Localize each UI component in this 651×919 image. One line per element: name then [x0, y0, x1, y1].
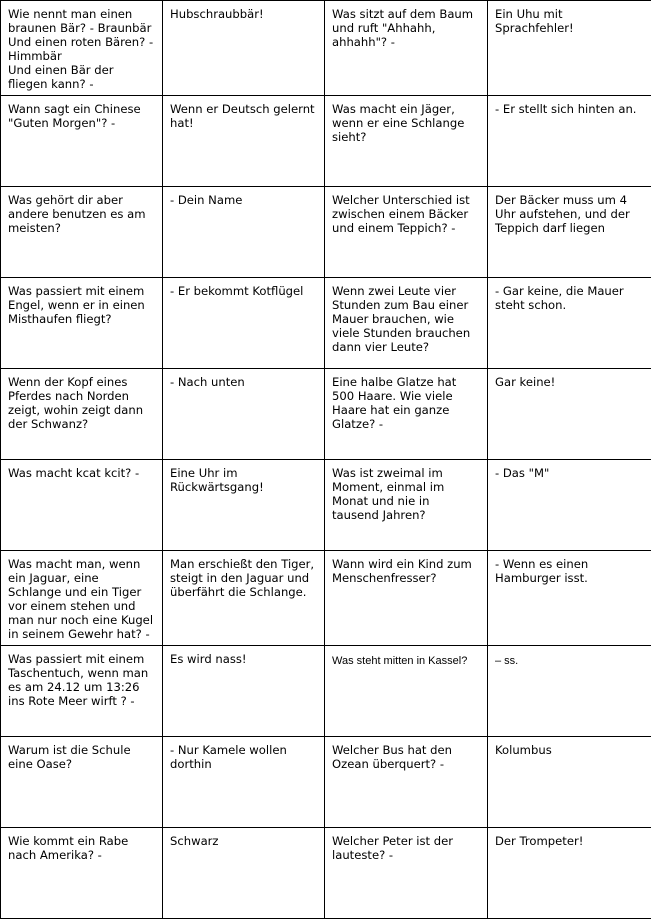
riddle-answer-cell: - Er bekommt Kotflügel: [163, 278, 325, 369]
riddle-question-cell: Was ist zweimal im Moment, einmal im Monat und nie in tausend Jahren?: [325, 460, 488, 551]
riddle-answer-cell: - Wenn es einen Hamburger isst.: [488, 551, 651, 646]
riddle-question-cell: Welcher Bus hat den Ozean überquert? -: [325, 737, 488, 828]
table-row: [1, 278, 651, 369]
riddle-answer-cell: Ein Uhu mit Sprachfehler!: [488, 1, 651, 96]
riddle-question-cell: Was macht ein Jäger, wenn er eine Schlange sieht?: [325, 96, 488, 187]
table-row: [1, 187, 651, 278]
riddle-question-cell: Was macht kcat kcit? -: [1, 460, 163, 551]
riddle-question-cell: Wenn zwei Leute vier Stunden zum Bau einer Mauer brauchen, wie viele Stunden brauchen dann vier Leute?: [325, 278, 488, 369]
riddle-answer-cell: Der Bäcker muss um 4 Uhr aufstehen, und der Teppich darf liegen: [488, 187, 651, 278]
riddle-question-cell: Wenn der Kopf eines Pferdes nach Norden zeigt, wohin zeigt dann der Schwanz?: [1, 369, 163, 460]
riddle-question-cell: Was passiert mit einem Engel, wenn er in einen Misthaufen fliegt?: [1, 278, 163, 369]
riddle-question-cell: Was gehört dir aber andere benutzen es am meisten?: [1, 187, 163, 278]
riddle-question-cell: Wie kommt ein Rabe nach Amerika? -: [1, 828, 163, 919]
riddle-answer-cell: Man erschießt den Tiger, steigt in den Jaguar und überfährt die Schlange.: [163, 551, 325, 646]
table-row: [1, 369, 651, 460]
table-row: [1, 1, 651, 96]
riddle-answer-cell: Der Trompeter!: [488, 828, 651, 919]
table-row: [1, 737, 651, 828]
riddle-question-cell: Welcher Peter ist der lauteste? -: [325, 828, 488, 919]
riddle-answer-cell: - Nach unten: [163, 369, 325, 460]
riddle-answer-cell: Schwarz: [163, 828, 325, 919]
riddle-question-cell: Eine halbe Glatze hat 500 Haare. Wie viele Haare hat ein ganze Glatze? -: [325, 369, 488, 460]
riddle-question-cell: Wann wird ein Kind zum Menschenfresser?: [325, 551, 488, 646]
riddle-question-cell: Warum ist die Schule eine Oase?: [1, 737, 163, 828]
riddle-answer-cell: Gar keine!: [488, 369, 651, 460]
riddle-answer-cell: Hubschraubbär!: [163, 1, 325, 96]
riddle-answer-cell: Es wird nass!: [163, 646, 325, 737]
riddle-answer-cell: Wenn er Deutsch gelernt hat!: [163, 96, 325, 187]
riddle-question-cell: Wie nennt man einen braunen Bär? - Braunbär Und einen roten Bären? - Himmbär Und einen Bär der fliegen kann? -: [1, 1, 163, 96]
riddle-question-cell: Was macht man, wenn ein Jaguar, eine Schlange und ein Tiger vor einem stehen und man nur noch eine Kugel in seinem Gewehr hat? -: [1, 551, 163, 646]
riddle-answer-cell: - Er stellt sich hinten an.: [488, 96, 651, 187]
riddle-question-cell: Welcher Unterschied ist zwischen einem Bäcker und einem Teppich? -: [325, 187, 488, 278]
table-row: [1, 96, 651, 187]
riddle-answer-cell: - Das "M": [488, 460, 651, 551]
riddle-answer-cell: Eine Uhr im Rückwärtsgang!: [163, 460, 325, 551]
riddle-question-cell: Was passiert mit einem Taschentuch, wenn man es am 24.12 um 13:26 ins Rote Meer wirft ? -: [1, 646, 163, 737]
riddle-answer-cell: - Nur Kamele wollen dorthin: [163, 737, 325, 828]
table-row: [1, 551, 651, 646]
riddle-answer-cell: Kolumbus: [488, 737, 651, 828]
riddle-answer-cell: - Gar keine, die Mauer steht schon.: [488, 278, 651, 369]
riddle-answer-cell: - Dein Name: [163, 187, 325, 278]
table-row: [1, 460, 651, 551]
riddle-question-cell: Wann sagt ein Chinese "Guten Morgen"? -: [1, 96, 163, 187]
riddle-answer-cell: – ss.: [488, 646, 651, 737]
riddle-question-cell: Was sitzt auf dem Baum und ruft "Ahhahh, ahhahh"? -: [325, 1, 488, 96]
riddle-question-cell: Was steht mitten in Kassel?: [325, 646, 488, 737]
table-row: [1, 646, 651, 737]
table-row: [1, 828, 651, 919]
